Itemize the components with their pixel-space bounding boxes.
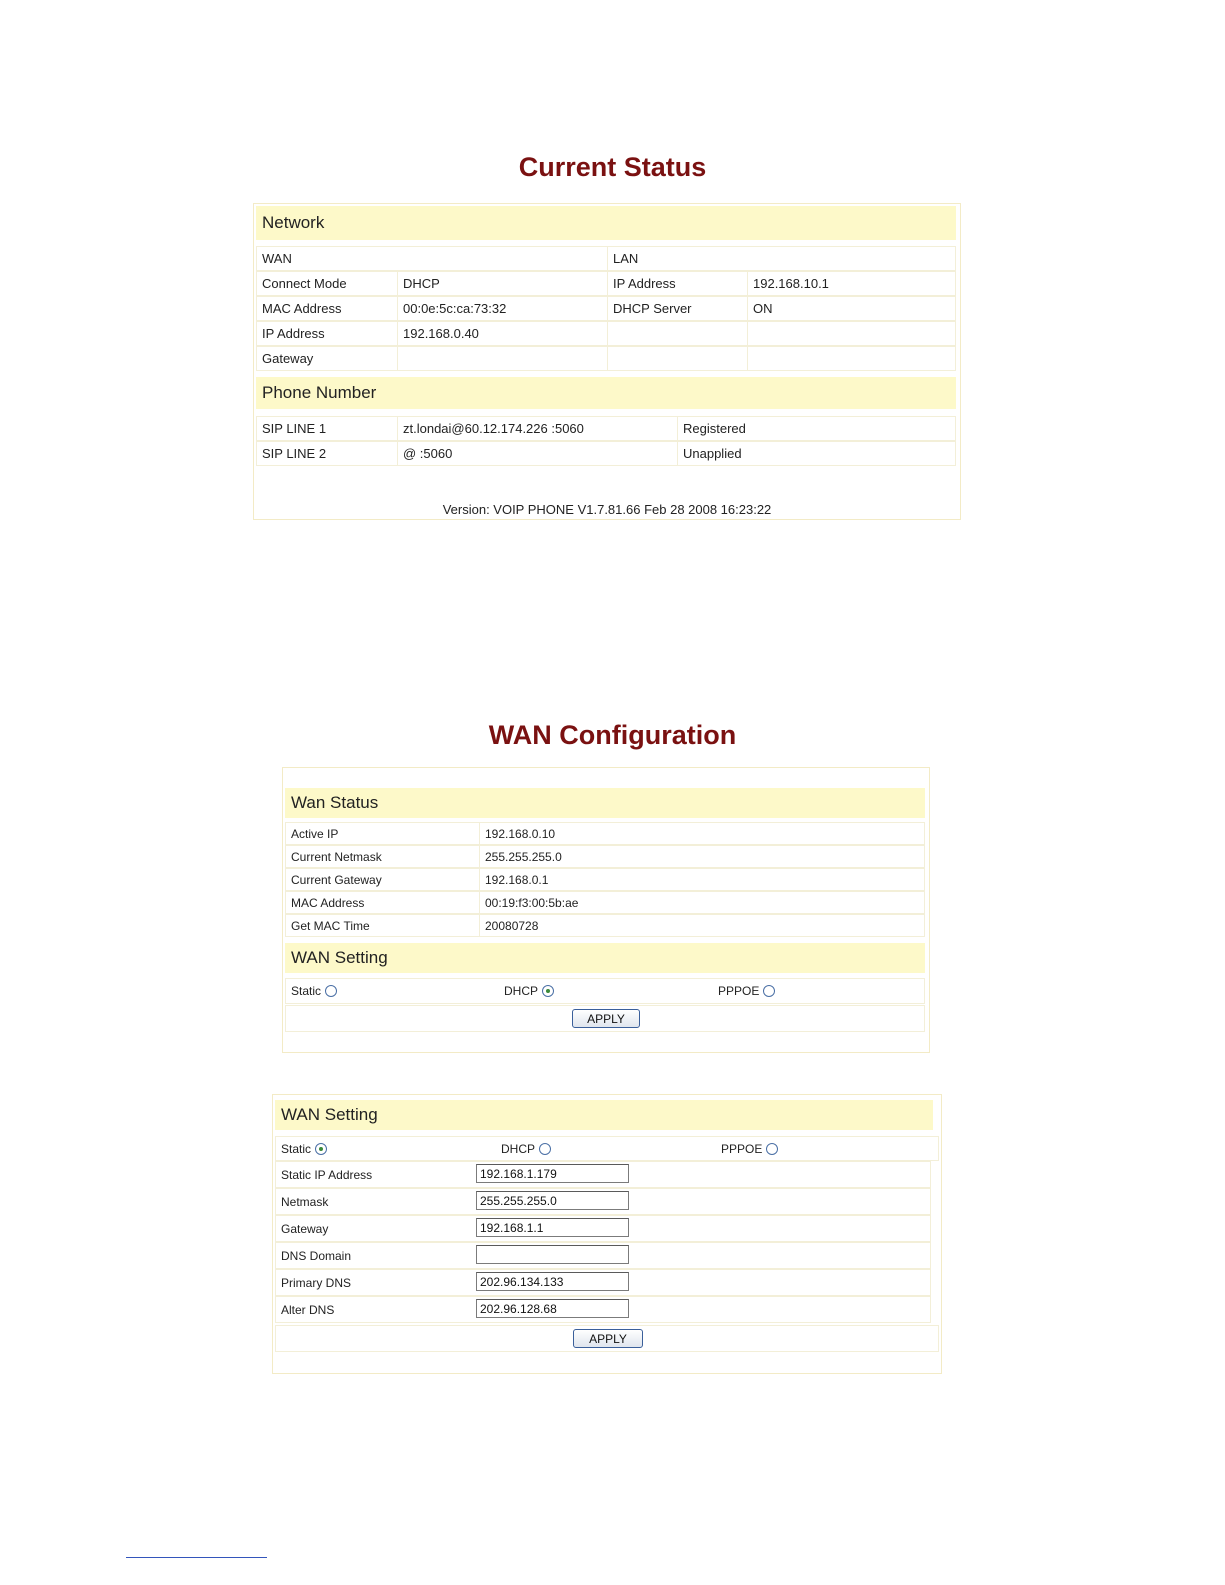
wan-label: WAN xyxy=(262,251,292,266)
primary-dns-label: Primary DNS xyxy=(281,1275,352,1290)
netmask-input[interactable]: 255.255.255.0 xyxy=(476,1191,629,1210)
wan-configuration-panel xyxy=(282,767,930,1053)
dns-domain-label: DNS Domain xyxy=(281,1248,352,1263)
network-header xyxy=(256,206,956,240)
sip-line-label: SIP LINE 1 xyxy=(262,421,327,436)
wan-status-label: MAC Address xyxy=(291,895,365,910)
static-apply-button[interactable]: APPLY xyxy=(573,1329,643,1348)
static-wan-setting-panel xyxy=(272,1094,942,1374)
alter-dns-label: Alter DNS xyxy=(281,1302,335,1317)
wan-status-value: 255.255.255.0 xyxy=(479,846,926,867)
sip-line-row xyxy=(256,441,956,466)
wan-status-row xyxy=(285,822,925,845)
dns-domain-input[interactable] xyxy=(476,1245,629,1264)
lan-field-label: DHCP Server xyxy=(607,297,747,320)
network-header-label: Network xyxy=(262,213,325,232)
sip-line-account: zt.londai@60.12.174.226 :5060 xyxy=(397,417,677,440)
sip-line-status: Unapplied xyxy=(677,442,957,465)
current-status-panel xyxy=(253,203,961,520)
wan-status-row xyxy=(285,868,925,891)
network-row xyxy=(256,296,956,321)
network-label: Connect Mode xyxy=(262,276,347,291)
pppoe-option[interactable] xyxy=(713,979,926,1003)
wan-mode-row xyxy=(285,978,925,1004)
static-option-label: Static xyxy=(291,984,322,998)
dhcp-radio[interactable] xyxy=(542,985,554,997)
static-form-dhcp-label: DHCP xyxy=(501,1141,536,1156)
phone-number-header-label: Phone Number xyxy=(262,383,377,402)
static-radio[interactable] xyxy=(325,985,337,997)
static-form-static-option[interactable] xyxy=(276,1137,496,1160)
static-ip-input[interactable]: 192.168.1.179 xyxy=(476,1164,629,1183)
wan-setting-header xyxy=(285,943,925,973)
dhcp-option[interactable] xyxy=(499,979,713,1003)
network-value: 192.168.0.40 xyxy=(397,322,607,345)
sip-line-row xyxy=(256,416,956,441)
wan-status-value: 20080728 xyxy=(479,915,926,936)
lan-field-value xyxy=(747,322,957,345)
wan-configuration-title: WAN Configuration xyxy=(488,720,737,750)
lan-label: LAN xyxy=(607,247,957,270)
wan-status-value: 00:19:f3:00:5b:ae xyxy=(479,892,926,913)
static-form-pppoe-radio[interactable] xyxy=(766,1143,778,1155)
network-row xyxy=(256,346,956,371)
lan-field-label xyxy=(607,322,747,345)
network-value xyxy=(397,347,607,370)
lan-field-value: 192.168.10.1 xyxy=(747,272,957,295)
static-wan-setting-header-label: WAN Setting xyxy=(281,1105,378,1124)
firmware-version: Version: VOIP PHONE V1.7.81.66 Feb 28 2008 16:23:22 xyxy=(442,502,772,517)
wan-status-label: Get MAC Time xyxy=(291,918,370,933)
network-row xyxy=(256,271,956,296)
static-option[interactable] xyxy=(286,979,496,1003)
static-form-static-radio[interactable] xyxy=(315,1143,327,1155)
static-form-pppoe-label: PPPOE xyxy=(721,1141,763,1156)
static-wan-setting-header xyxy=(275,1100,933,1130)
network-value: DHCP xyxy=(397,272,607,295)
network-label: IP Address xyxy=(262,326,325,341)
network-label: Gateway xyxy=(262,351,314,366)
lan-field-value xyxy=(747,347,957,370)
sip-line-status: Registered xyxy=(677,417,957,440)
wan-status-row xyxy=(285,845,925,868)
current-status-title: Current Status xyxy=(518,152,707,182)
network-label: MAC Address xyxy=(262,301,342,316)
wan-status-header xyxy=(285,788,925,818)
wan-status-value: 192.168.0.1 xyxy=(479,869,926,890)
pppoe-option-label: PPPOE xyxy=(718,984,760,998)
static-form-dhcp-radio[interactable] xyxy=(539,1143,551,1155)
lan-field-value: ON xyxy=(747,297,957,320)
dhcp-option-label: DHCP xyxy=(504,984,539,998)
lan-field-label xyxy=(607,347,747,370)
wan-status-label: Current Gateway xyxy=(291,872,382,887)
netmask-label: Netmask xyxy=(281,1194,329,1209)
primary-dns-input[interactable]: 202.96.134.133 xyxy=(476,1272,629,1291)
wan-status-label: Active IP xyxy=(291,826,339,841)
static-form-pppoe-option[interactable] xyxy=(716,1137,940,1160)
static-mode-row xyxy=(275,1136,939,1161)
wan-status-row xyxy=(285,914,925,937)
sip-line-account: @ :5060 xyxy=(397,442,677,465)
lan-field-label: IP Address xyxy=(607,272,747,295)
phone-number-header xyxy=(256,377,956,409)
network-row-wan-lan xyxy=(256,246,956,271)
wan-status-row xyxy=(285,891,925,914)
alter-dns-input[interactable]: 202.96.128.68 xyxy=(476,1299,629,1318)
static-ip-label: Static IP Address xyxy=(281,1167,373,1182)
network-value: 00:0e:5c:ca:73:32 xyxy=(397,297,607,320)
wan-status-header-label: Wan Status xyxy=(291,793,379,812)
wan-status-label: Current Netmask xyxy=(291,849,382,864)
pppoe-radio[interactable] xyxy=(763,985,775,997)
gateway-input[interactable]: 192.168.1.1 xyxy=(476,1218,629,1237)
wan-status-value: 192.168.0.10 xyxy=(479,823,926,844)
static-form-static-label: Static xyxy=(281,1141,312,1156)
footnote-separator xyxy=(126,1557,267,1558)
static-form-dhcp-option[interactable] xyxy=(496,1137,716,1160)
network-row xyxy=(256,321,956,346)
gateway-label: Gateway xyxy=(281,1221,329,1236)
apply-button[interactable]: APPLY xyxy=(572,1009,640,1028)
sip-line-label: SIP LINE 2 xyxy=(262,446,327,461)
wan-setting-header-label: WAN Setting xyxy=(291,948,388,967)
